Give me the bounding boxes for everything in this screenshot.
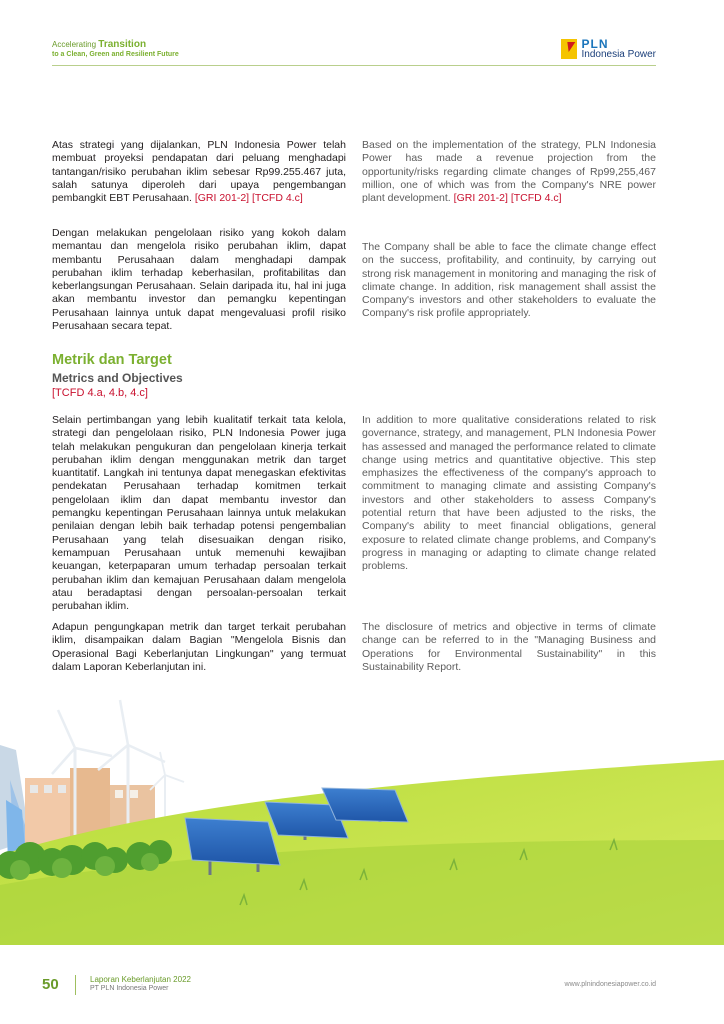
page-footer	[0, 965, 724, 1024]
right-paragraph-2: The Company shall be able to face the climate change effect on the success, profitability, and continuity, by carrying out strong risk management in monitoring and managing the risk of climate change. In addition, risk management shall assist the Company's investors and other stakeholders to evaluate the Company's risk profile appropriately.	[362, 241, 656, 320]
left-p1-ref: [GRI 201-2] [TCFD 4.c]	[194, 192, 303, 205]
tagline-prefix: Accelerating	[52, 40, 97, 49]
right-paragraph-3: In addition to more qualitative considerations related to risk governance, strategy, and management, PLN Indonesia Power has assessed and managed the performance related to climate change using metrics and quantitative objective. This step emphasizes the effectiveness of the company's approach to commitment to managing climate and assisting Company's investors and other stakeholders to assess Company's potential return that have been adjusted to the risks, the Company's ability to meet financial obligations, general exposure to related climate change problems, and Company's progress in managing or adapting to climate change related problems.	[362, 414, 656, 573]
section-title: Metrik dan Target	[52, 352, 172, 368]
right-paragraph-1	[362, 139, 656, 205]
right-p1-text: Based on the implementation of the strategy, PLN Indonesia Power has made a revenue projection from the opportunity/risks regarding climate changes of Rp99,255,467 million, one of which was from the Company's NRE power plant development.	[362, 139, 656, 205]
left-paragraph-4: Adapun pengungkapan metrik dan target terkait perubahan iklim, disampaikan dalam Bagian "Mengelola Bisnis dan Operasional Bagi Keberlanjutan Lingkungan" yang termuat dalam Laporan Keberlanjutan ini.	[52, 621, 346, 673]
right-p1-ref: [GRI 201-2] [TCFD 4.c]	[453, 192, 562, 205]
footer-divider	[75, 975, 76, 995]
footer-company: PT PLN Indonesia Power	[90, 985, 169, 992]
header-divider	[52, 65, 656, 66]
page-number: 50	[42, 976, 59, 993]
page-header	[0, 0, 724, 70]
header-tagline	[52, 39, 179, 58]
right-paragraph-4: The disclosure of metrics and objective in terms of climate change can be referred to in the "Managing Business and Operations for Environmental Sustainability" in this Sustainability Report.	[362, 621, 656, 673]
renewable-energy-illustration	[0, 690, 724, 945]
left-paragraph-3: Selain pertimbangan yang lebih kualitatif terkait tata kelola, strategi dan pengelolaan risiko, PLN Indonesia Power juga telah melakukan pengukuran dan pengelolaan kinerja terkait perubahan iklim dengan menggunakan metrik dan target kuantitatif. Langkah ini tentunya dapat menegaskan efektivitas pendekatan Perusahaan terhadap komitmen terkait pengelolaan iklim dan dapat membantu investor dan pemangku kepentingan Perusahaan lainnya untuk melakukan penilaian dengan lebih baik terhadap potensi pengembalian Perusahaan yang telah disesuaikan dengan risiko, kemampuan Perusahaan untuk memenuhi kewajiban keuangan, keterpaparan umum terhadap persoalan terkait perubahan iklim dan kemajuan Perusahaan dalam mengelola atau beradaptasi dengan persoalan-persoalan terkait perubahan iklim.	[52, 414, 346, 613]
left-paragraph-2: Dengan melakukan pengelolaan risiko yang kokoh dalam memantau dan mengelola risiko perubahan iklim, dapat membantu Perusahaan dalam menghadapi dampak perubahan iklim terhadap keberhasilan, profitabilitas dan keberlangsungan Perusahaan. Selain daripada itu, hal ini juga akan membantu investor dan pemangku kepentingan Perusahaan lainnya untuk dapat mengevaluasi profil risiko Perusahaan secara tepat.	[52, 227, 346, 333]
tagline-line2: to a Clean, Green and Resilient Future	[52, 51, 179, 58]
section-ref: [TCFD 4.a, 4.b, 4.c]	[52, 387, 148, 399]
tagline-highlight: Transition	[98, 39, 147, 50]
lightning-bolt-icon	[561, 39, 577, 59]
pln-logo	[561, 38, 657, 60]
left-paragraph-1	[52, 139, 346, 205]
left-p1-text: Atas strategi yang dijalankan, PLN Indonesia Power telah membuat proyeksi pendapatan dari peluang menghadapi tantangan/risiko perubahan iklim sebesar Rp99.255.467 juta, salah satunya diperoleh dari upaya pengembangan pembangkit EBT Perusahaan.	[52, 139, 346, 205]
section-subtitle: Metrics and Objectives	[52, 371, 183, 385]
footer-url[interactable]: www.plnindonesiapower.co.id	[564, 981, 656, 988]
logo-sub-text: Indonesia Power	[581, 49, 656, 60]
logo-pln-text: PLN	[581, 37, 609, 51]
footer-report-title: Laporan Keberlanjutan 2022	[90, 975, 191, 984]
